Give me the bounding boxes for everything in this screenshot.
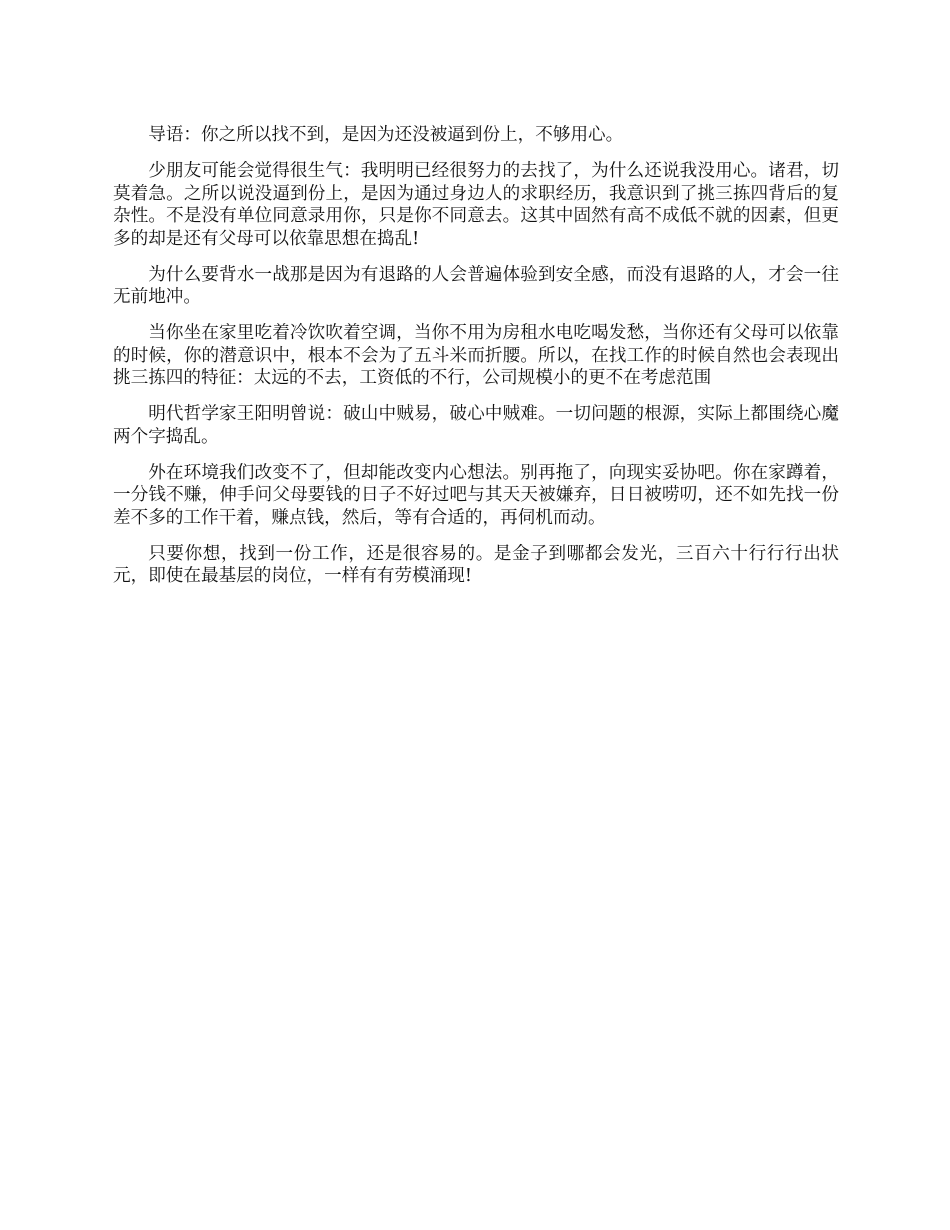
- paragraph: 明代哲学家王阳明曾说：破山中贼易，破心中贼难。一切问题的根源，实际上都围绕心魔两个字捣乱。: [113, 404, 839, 447]
- paragraph: 只要你想，找到一份工作，还是很容易的。是金子到哪都会发光，三百六十行行行出状元，即使在最基层的岗位，一样有有劳模涌现!: [113, 543, 839, 586]
- paragraph: 少朋友可能会觉得很生气：我明明已经很努力的去找了，为什么还说我没用心。诸君，切莫着急。之所以说没逼到份上，是因为通过身边人的求职经历，我意识到了挑三拣四背后的复杂性。不是没有单位同意录用你，只是你不同意去。这其中固然有高不成低不就的因素，但更多的却是还有父母可以依靠思想在捣乱!: [113, 161, 839, 249]
- paragraph: 为什么要背水一战那是因为有退路的人会普遍体验到安全感，而没有退路的人，才会一往无前地冲。: [113, 264, 839, 307]
- paragraph-intro: 导语：你之所以找不到，是因为还没被逼到份上，不够用心。: [148, 125, 624, 145]
- paragraph: 当你坐在家里吃着冷饮吹着空调，当你不用为房租水电吃喝发愁，当你还有父母可以依靠的时候，你的潜意识中，根本不会为了五斗米而折腰。所以，在找工作的时候自然也会表现出挑三拣四的特征：太远的不去，工资低的不行，公司规模小的更不在考虑范围: [113, 323, 839, 388]
- article-body: [113, 124, 839, 601]
- paragraph: 外在环境我们改变不了，但却能改变内心想法。别再拖了，向现实妥协吧。你在家蹲着，一分钱不赚，伸手问父母要钱的日子不好过吧与其天天被嫌弃，日日被唠叨，还不如先找一份差不多的工作干着，赚点钱，然后，等有合适的，再伺机而动。: [113, 462, 839, 528]
